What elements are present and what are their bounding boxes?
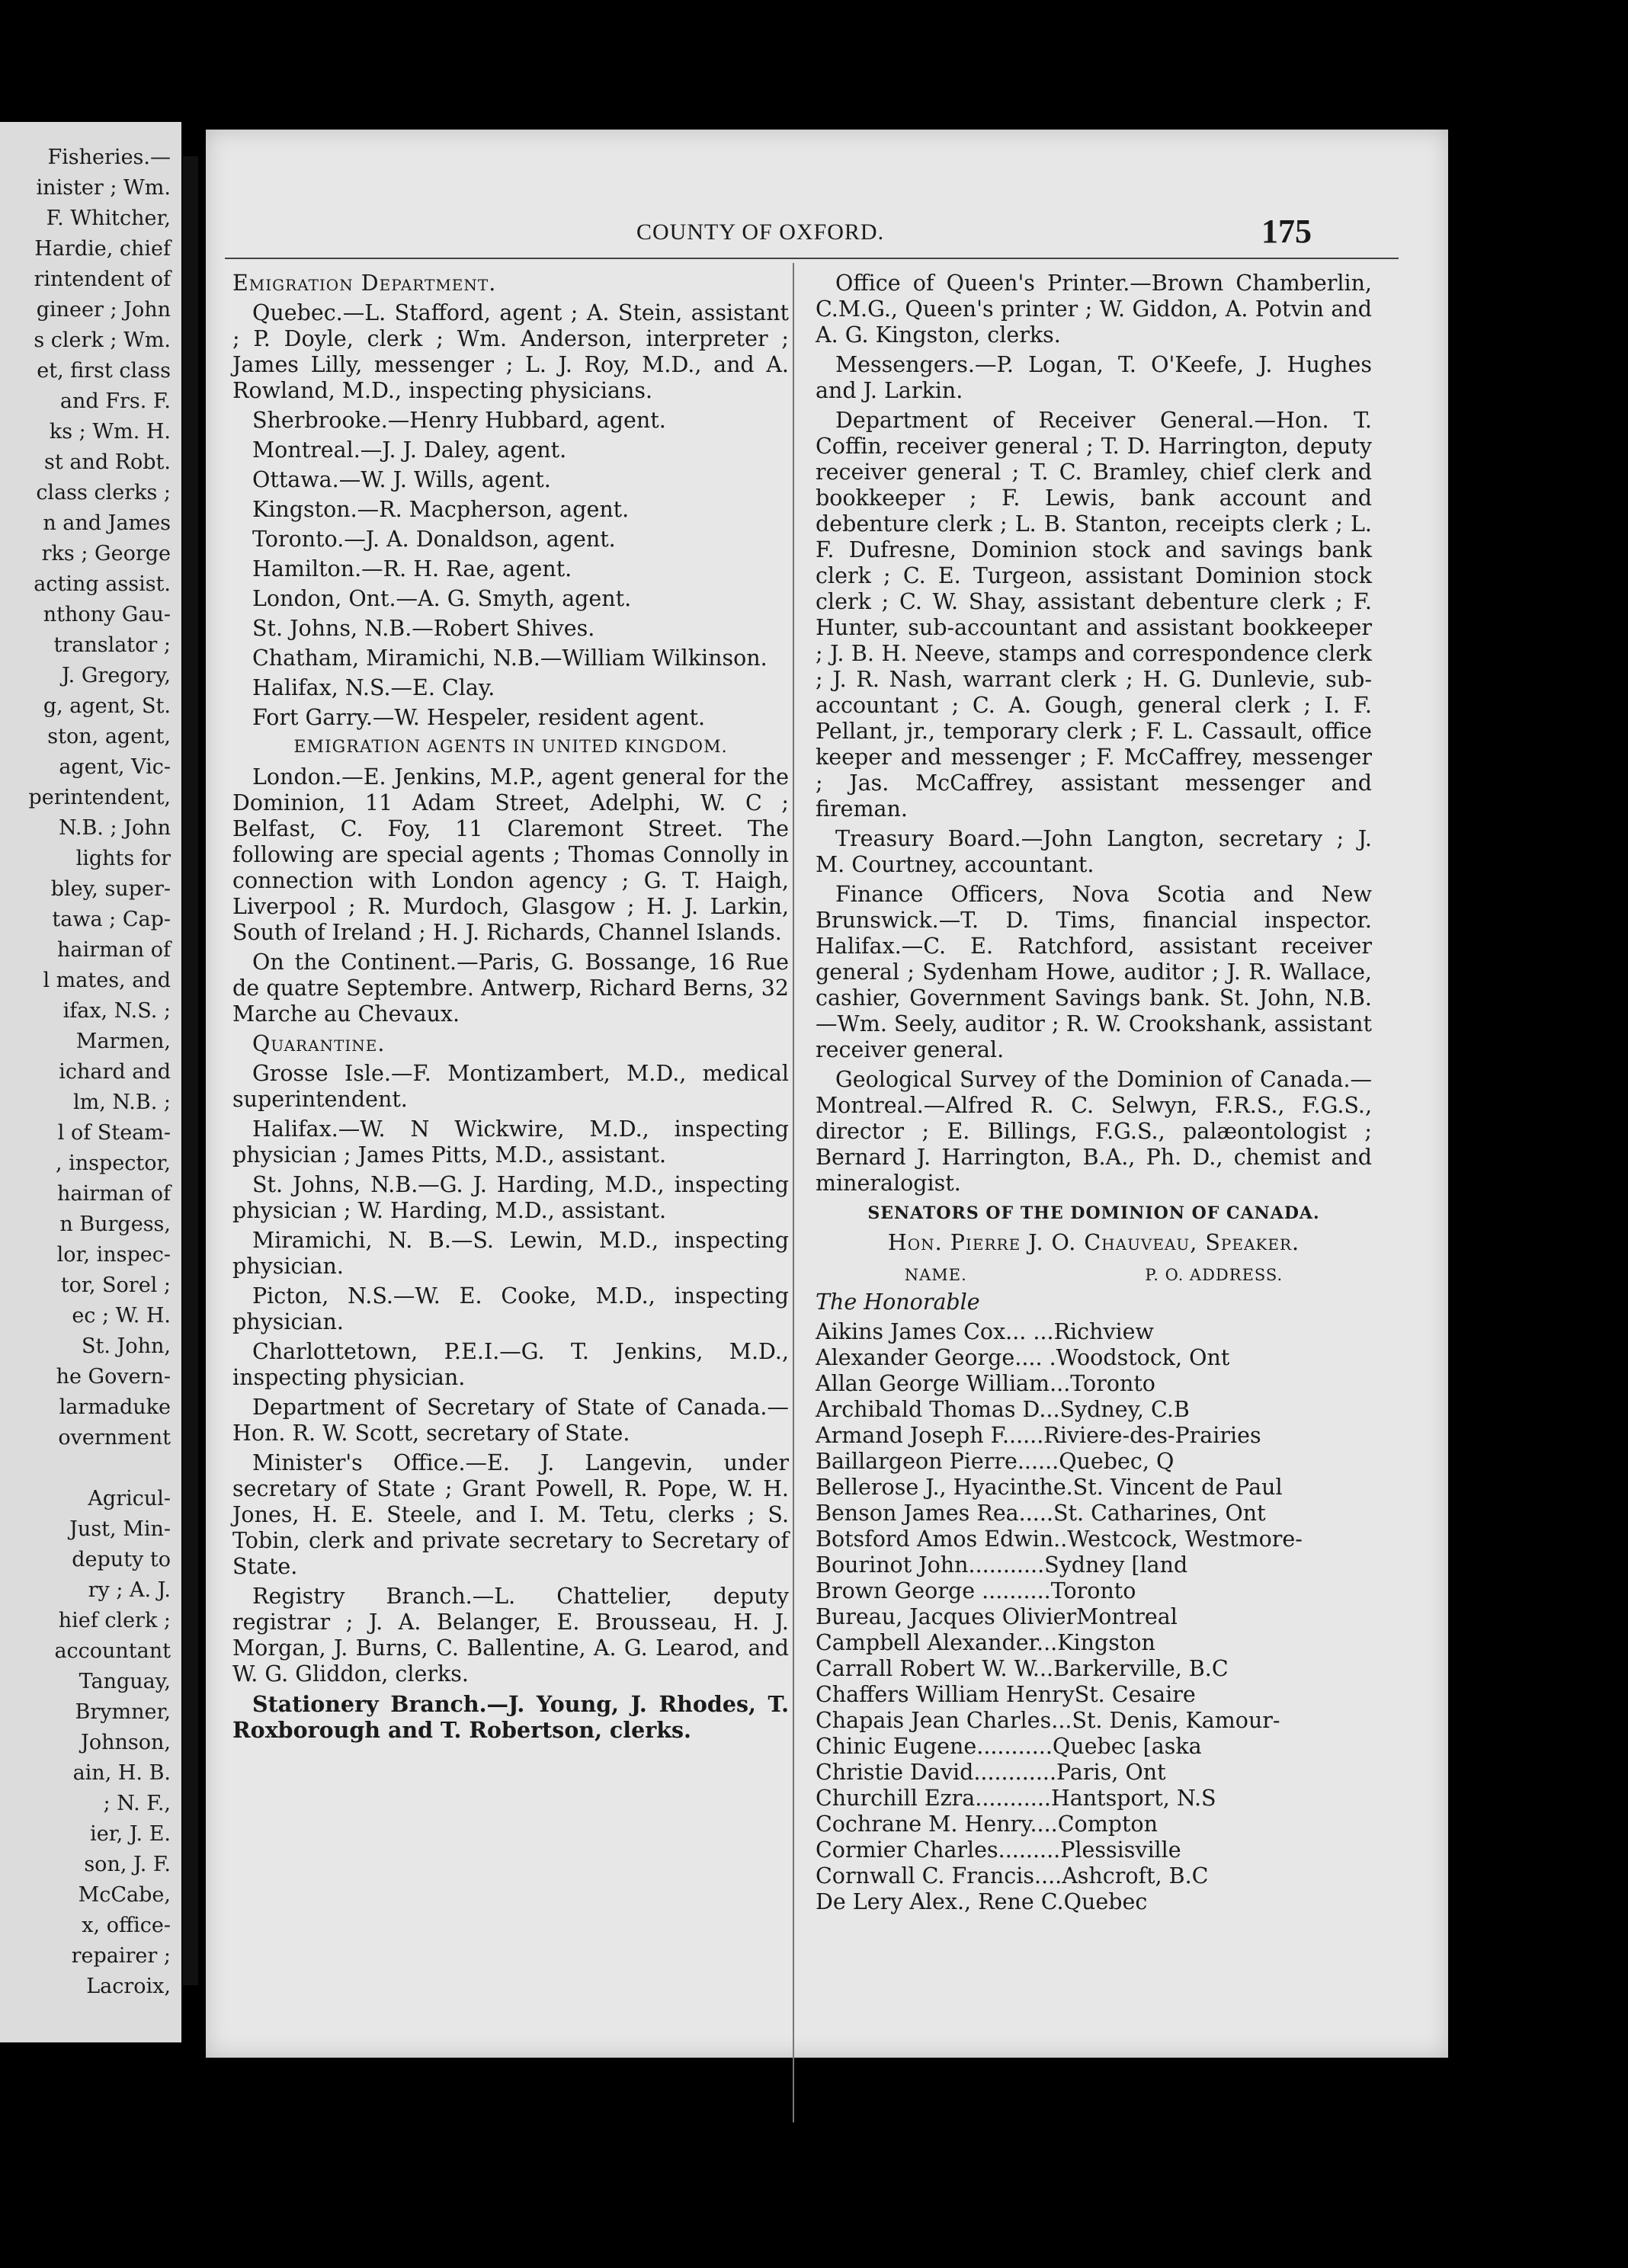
- paragraph-queens-printer: Office of Queen's Printer.—Brown Chamberlin, C.M.G., Queen's printer ; W. Giddon, A. Potvin and A. G. Kingston, clerks.: [816, 271, 1372, 348]
- roster-row: Cochrane M. Henry....Compton: [816, 1812, 1158, 1837]
- prev-page-line: ; N. F.,: [103, 1792, 171, 1815]
- prev-page-line: F. Whitcher,: [46, 207, 171, 230]
- roster-row: Botsford Amos Edwin..Westcock, Westmore-: [816, 1526, 1303, 1552]
- prev-page-line: tawa ; Cap-: [52, 908, 171, 931]
- paragraph-london-ont: London, Ont.—A. G. Smyth, agent.: [252, 586, 632, 611]
- prev-page-line: lor, inspec-: [56, 1243, 171, 1267]
- speaker-line: Hon. Pierre J. O. Chauveau, Speaker.: [887, 1230, 1300, 1255]
- prev-page-line: he Govern-: [56, 1365, 171, 1389]
- prev-page-line: class clerks ;: [36, 481, 171, 505]
- prev-page-line: N.B. ; John: [58, 816, 171, 840]
- roster-row: Chapais Jean Charles...St. Denis, Kamour-: [816, 1708, 1280, 1733]
- right-column: [816, 271, 1372, 1915]
- prev-page-line: gineer ; John: [36, 298, 171, 322]
- section-heading-senators: SENATORS OF THE DOMINION OF CANADA.: [867, 1203, 1320, 1223]
- roster-row: Alexander George.... .Woodstock, Ont: [816, 1345, 1230, 1370]
- paragraph-registry-branch: Registry Branch.—L. Chattelier, deputy registrar ; J. A. Belanger, E. Brousseau, H. J. Morgan, J. Burns, C. Ballentine, A. G. Learod, and W. G. Gliddon, clerks.: [232, 1584, 789, 1687]
- paragraph-ottawa: Ottawa.—W. J. Wills, agent.: [252, 467, 551, 492]
- prev-page-line: , inspector,: [55, 1152, 171, 1175]
- roster-row: Benson James Rea.....St. Catharines, Ont: [816, 1501, 1266, 1526]
- paragraph-treasury-board: Treasury Board.—John Langton, secretary ; J. M. Courtney, accountant.: [816, 826, 1372, 877]
- paragraph-quarantine-halifax: Halifax.—W. N Wickwire, M.D., inspecting physician ; James Pitts, M.D., assistant.: [232, 1116, 789, 1168]
- roster-row: Bellerose J., Hyacinthe.St. Vincent de Paul: [816, 1475, 1283, 1500]
- section-heading-emigration: Emigration Department.: [232, 271, 497, 296]
- prev-page-line: ichard and: [59, 1060, 171, 1084]
- paragraph-halifax: Halifax, N.S.—E. Clay.: [252, 675, 495, 700]
- prev-page-line: inister ; Wm.: [36, 176, 171, 200]
- roster-row: Brown George ..........Toronto: [816, 1578, 1136, 1603]
- roster-header-name: NAME.: [904, 1266, 967, 1284]
- roster-row: Christie David............Paris, Ont: [816, 1760, 1166, 1785]
- prev-page-line: Fisheries.—: [47, 146, 171, 169]
- roster-subheading: The Honorable: [816, 1289, 980, 1315]
- running-header: [206, 213, 1448, 251]
- prev-page-line: l of Steam-: [57, 1121, 171, 1145]
- left-column: [232, 271, 789, 1747]
- prev-page-line: ks ; Wm. H.: [49, 420, 171, 444]
- paragraph-ministers-office: Minister's Office.—E. J. Langevin, under secretary of State ; Grant Powell, R. Pope, W. H. Jones, H. E. Steele, and I. M. Tetu, clerks ; S. Tobin, clerk and private secretary to Secretary of State.: [232, 1450, 789, 1579]
- roster-row: Cormier Charles.........Plessisville: [816, 1837, 1181, 1863]
- section-heading-uk-agents: EMIGRATION AGENTS IN UNITED KINGDOM.: [293, 738, 728, 757]
- prev-page-line: bley, super-: [50, 877, 171, 901]
- paragraph-hamilton: Hamilton.—R. H. Rae, agent.: [252, 556, 572, 581]
- paragraph-geological-survey: Geological Survey of the Dominion of Canada.—Montreal.—Alfred R. C. Selwyn, F.R.S., F.G.S., director ; E. Billings, F.G.S., palæontologist ; Bernard J. Harrington, B.A., Ph. D., chemist and mineralogist.: [816, 1067, 1372, 1196]
- prev-page-line: hairman of: [57, 1182, 171, 1206]
- paragraph-london-uk: London.—E. Jenkins, M.P., agent general for the Dominion, 11 Adam Street, Adelphi, W. C ; Belfast, C. Foy, 11 Claremont Street. The following are special agents ; Thomas Connolly in connection with London agency ; G. T. Haigh, Liverpool ; R. Murdoch, Glasgow ; H. J. Larkin, South of Ireland ; H. J. Richards, Channel Islands.: [232, 764, 789, 945]
- prev-page-line: ston, agent,: [47, 725, 171, 748]
- roster-row: De Lery Alex., Rene C.Quebec: [816, 1889, 1148, 1914]
- senator-roster: [816, 1319, 1372, 1915]
- prev-page-line: Agricul-: [88, 1487, 171, 1510]
- roster-row: Chaffers William HenrySt. Cesaire: [816, 1682, 1196, 1707]
- prev-page-line: l mates, and: [43, 969, 171, 992]
- roster-row: Bourinot John...........Sydney [land: [816, 1552, 1188, 1578]
- roster-row: Chinic Eugene...........Quebec [aska: [816, 1734, 1202, 1759]
- paragraph-toronto: Toronto.—J. A. Donaldson, agent.: [252, 527, 616, 552]
- roster-row: Churchill Ezra...........Hantsport, N.S: [816, 1786, 1216, 1811]
- roster-row: Campbell Alexander...Kingston: [816, 1630, 1155, 1655]
- roster-column-headers: [816, 1262, 1372, 1288]
- prev-page-line: Brymner,: [75, 1700, 171, 1724]
- paragraph-montreal: Montreal.—J. J. Daley, agent.: [252, 437, 567, 463]
- paragraph-quarantine-st-johns: St. Johns, N.B.—G. J. Harding, M.D., inspecting physician ; W. Harding, M.D., assistant.: [232, 1172, 789, 1223]
- roster-row: Armand Joseph F......Riviere-des-Prairies: [816, 1423, 1261, 1448]
- page: [206, 130, 1448, 2058]
- prev-page-line: McCabe,: [78, 1883, 171, 1907]
- paragraph-grosse-isle: Grosse Isle.—F. Montizambert, M.D., medical superintendent.: [232, 1061, 789, 1112]
- roster-row: Aikins James Cox... ...Richview: [816, 1319, 1154, 1344]
- paragraph-finance-officers: Finance Officers, Nova Scotia and New Brunswick.—T. D. Tims, financial inspector. Halifax.—C. E. Ratchford, assistant receiver general ; Sydenham Howe, auditor ; J. R. Wallace, cashier, Government Savings bank. St. John, N.B.—Wm. Seely, auditor ; R. W. Crookshank, assistant receiver general.: [816, 882, 1372, 1062]
- page-number: 175: [1261, 213, 1312, 250]
- paragraph-messengers: Messengers.—P. Logan, T. O'Keefe, J. Hughes and J. Larkin.: [816, 352, 1372, 403]
- prev-page-line: J. Gregory,: [61, 664, 171, 687]
- paragraph-picton: Picton, N.S.—W. E. Cooke, M.D., inspecting physician.: [232, 1283, 789, 1334]
- paragraph-chatham: Chatham, Miramichi, N.B.—William Wilkinson.: [252, 645, 768, 671]
- prev-page-line: Tanguay,: [79, 1670, 171, 1693]
- prev-page-line: nthony Gau-: [43, 603, 171, 626]
- paragraph-quebec: Quebec.—L. Stafford, agent ; A. Stein, assistant ; P. Doyle, clerk ; Wm. Anderson, interpreter ; James Lilly, messenger ; L. J. Roy, M.D., and A. Rowland, M.D., inspecting physicians.: [232, 300, 789, 403]
- prev-page-line: hief clerk ;: [58, 1609, 171, 1632]
- prev-page-line: et, first class: [37, 359, 171, 383]
- prev-page-line: translator ;: [53, 633, 171, 657]
- prev-page-line: st and Robt.: [44, 450, 171, 474]
- prev-page-line: St. John,: [82, 1334, 171, 1358]
- prev-page-line: repairer ;: [71, 1944, 171, 1968]
- prev-page-line: ier, J. E.: [90, 1822, 171, 1846]
- roster-header-address: P. O. ADDRESS.: [1145, 1266, 1283, 1284]
- paragraph-secretary-of-state: Department of Secretary of State of Canada.—Hon. R. W. Scott, secretary of State.: [232, 1395, 789, 1446]
- prev-page-line: accountant: [54, 1639, 171, 1663]
- prev-page-line: agent, Vic-: [59, 755, 171, 779]
- prev-page-line: n Burgess,: [59, 1212, 171, 1236]
- prev-page-line: Hardie, chief: [34, 237, 171, 261]
- roster-row: Carrall Robert W. W...Barkerville, B.C: [816, 1656, 1229, 1681]
- prev-page-line: Marmen,: [75, 1030, 171, 1053]
- roster-row: Archibald Thomas D...Sydney, C.B: [816, 1397, 1190, 1422]
- prev-page-line: ain, H. B.: [72, 1761, 171, 1785]
- header-divider: [225, 258, 1399, 259]
- paragraph-miramichi: Miramichi, N. B.—S. Lewin, M.D., inspecting physician.: [232, 1228, 789, 1279]
- roster-row: Allan George William...Toronto: [816, 1371, 1155, 1396]
- column-divider: [793, 263, 794, 2122]
- paragraph-kingston: Kingston.—R. Macpherson, agent.: [252, 497, 630, 522]
- prev-page-line: and Frs. F.: [59, 389, 171, 413]
- roster-row: Bureau, Jacques OlivierMontreal: [816, 1604, 1178, 1629]
- prev-page-line: x, office-: [82, 1914, 171, 1937]
- prev-page-line: hairman of: [57, 938, 171, 962]
- prev-page-line: perintendent,: [28, 786, 171, 809]
- prev-page-line: larmaduke: [59, 1395, 171, 1419]
- prev-page-line: rks ; George: [41, 542, 171, 565]
- prev-page-line: acting assist.: [34, 572, 171, 596]
- prev-page-line: tor, Sorel ;: [60, 1273, 171, 1297]
- prev-page-line: Just, Min-: [69, 1517, 171, 1541]
- paragraph-continent: On the Continent.—Paris, G. Bossange, 16 Rue de quatre Septembre. Antwerp, Richard Berns, 32 Marche au Chevaux.: [232, 950, 789, 1027]
- prev-page-line: ry ; A. J.: [88, 1578, 171, 1602]
- prev-page-line: Lacroix,: [86, 1975, 171, 1998]
- page-binding-edge: [183, 156, 198, 1985]
- prev-page-line: overnment: [58, 1426, 171, 1450]
- prev-page-line: lights for: [75, 847, 171, 870]
- section-heading-quarantine: Quarantine.: [252, 1031, 386, 1056]
- prev-page-line: rintendent of: [34, 267, 171, 291]
- page-title: COUNTY OF OXFORD.: [636, 219, 885, 245]
- roster-row: Cornwall C. Francis....Ashcroft, B.C: [816, 1863, 1209, 1888]
- prev-page-line: ec ; W. H.: [72, 1304, 171, 1328]
- prev-page-line: ifax, N.S. ;: [62, 999, 171, 1023]
- paragraph-charlottetown: Charlottetown, P.E.I.—G. T. Jenkins, M.D., inspecting physician.: [232, 1339, 789, 1390]
- prev-page-line: s clerk ; Wm.: [34, 328, 171, 352]
- paragraph-receiver-general: Department of Receiver General.—Hon. T. Coffin, receiver general ; T. D. Harrington, deputy receiver general ; T. C. Bramley, chief clerk and bookkeeper ; F. Lewis, bank account and debenture clerk ; L. B. Stanton, receipts clerk ; L. F. Dufresne, Dominion stock and savings bank clerk ; C. E. Turgeon, assistant Dominion stock clerk ; C. W. Shay, assistant debenture clerk ; F. Hunter, sub-accountant and assistant bookkeeper ; J. B. H. Neeve, stamps and correspondence clerk ; J. R. Nash, warrant clerk ; H. G. Dunlevie, sub-accountant ; C. A. Gough, general clerk ; I. F. Pellant, jr., temporary clerk ; F. L. Cassault, office keeper and messenger ; F. McCaffrey, messenger ; Jas. McCaffrey, assistant messenger and fireman.: [816, 408, 1372, 822]
- roster-row: Baillargeon Pierre......Quebec, Q: [816, 1449, 1175, 1474]
- previous-page-fragment: [0, 122, 181, 2042]
- prev-page-line: g, agent, St.: [43, 694, 171, 718]
- prev-page-line: son, J. F.: [84, 1853, 171, 1876]
- paragraph-st-johns: St. Johns, N.B.—Robert Shives.: [252, 616, 595, 641]
- prev-page-line: lm, N.B. ;: [73, 1091, 171, 1114]
- paragraph-fort-garry: Fort Garry.—W. Hespeler, resident agent.: [252, 705, 706, 730]
- paragraph-stationery-branch: Stationery Branch.—J. Young, J. Rhodes, T. Roxborough and T. Robertson, clerks.: [232, 1691, 789, 1743]
- prev-page-line: Johnson,: [81, 1731, 171, 1754]
- prev-page-line: deputy to: [72, 1548, 171, 1571]
- prev-page-line: n and James: [43, 511, 171, 535]
- paragraph-sherbrooke: Sherbrooke.—Henry Hubbard, agent.: [252, 408, 666, 433]
